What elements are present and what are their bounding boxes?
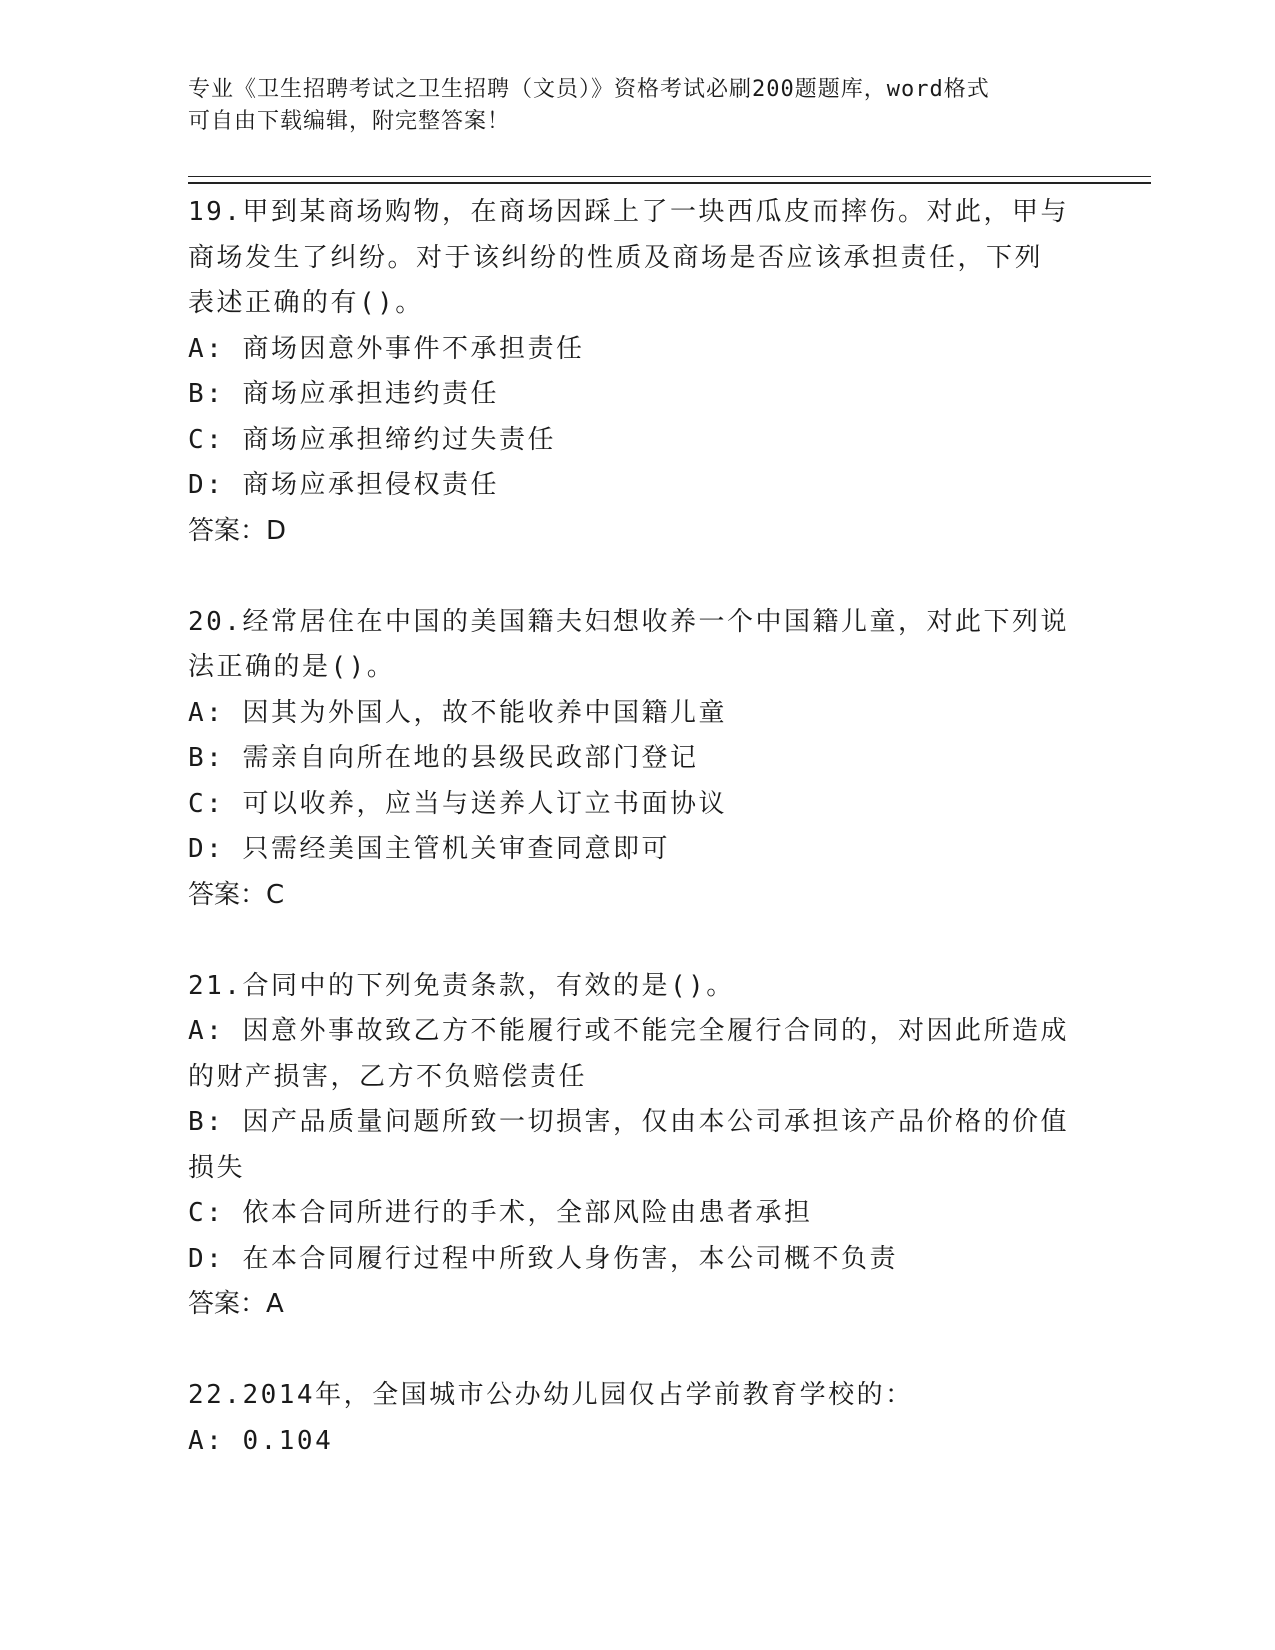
question-block-21 [188, 964, 1088, 1328]
answer-label: 答案：D [188, 515, 287, 546]
question-text-line: 22.2014年，全国城市公办幼儿园仅占学前教育学校的： [188, 1380, 914, 1410]
option-b-continued: 损失 [188, 1152, 246, 1183]
answer-label: 答案：C [188, 879, 285, 910]
header-rule-thin [188, 176, 1151, 177]
answer-label: 答案：A [188, 1289, 284, 1319]
option-a: A: 0.104 [188, 1425, 334, 1456]
option-a: A: 商场因意外事件不承担责任 [188, 333, 585, 364]
option-b: B: 需亲自向所在地的县级民政部门登记 [188, 743, 699, 773]
document-header [188, 74, 1068, 138]
spacer [188, 918, 1088, 964]
option-d: D: 只需经美国主管机关审查同意即可 [188, 834, 670, 864]
option-b: B: 因产品质量问题所致一切损害，仅由本公司承担该产品价格的价值 [188, 1107, 1069, 1137]
option-c: C: 可以收养，应当与送养人订立书面协议 [188, 788, 727, 819]
option-c: C: 商场应承担缔约过失责任 [188, 424, 556, 455]
option-a: A: 因其为外国人，故不能收养中国籍儿童 [188, 697, 727, 728]
option-d: D: 在本合同履行过程中所致人身伤害，本公司概不负责 [188, 1243, 898, 1274]
question-block-22 [188, 1373, 1088, 1464]
question-block-20 [188, 600, 1088, 919]
question-text-line: 19.甲到某商场购物，在商场因踩上了一块西瓜皮而摔伤。对此，甲与 [188, 197, 1069, 227]
question-text-line: 表述正确的有()。 [188, 288, 424, 318]
option-a: A: 因意外事故致乙方不能履行或不能完全履行合同的，对因此所造成 [188, 1016, 1069, 1046]
question-list [188, 190, 1088, 1464]
header-line-2: 可自由下载编辑，附完整答案！ [188, 109, 511, 134]
option-a-continued: 的财产损害，乙方不负赔偿责任 [188, 1061, 588, 1092]
question-block-19 [188, 190, 1088, 554]
option-b: B: 商场应承担违约责任 [188, 379, 499, 409]
question-text-line: 法正确的是()。 [188, 652, 396, 682]
spacer [188, 1328, 1088, 1374]
header-line-1: 专业《卫生招聘考试之卫生招聘（文员）》资格考试必刷200题题库，word格式 [188, 77, 990, 102]
question-text-line: 20.经常居住在中国的美国籍夫妇想收养一个中国籍儿童，对此下列说 [188, 606, 1069, 637]
option-d: D: 商场应承担侵权责任 [188, 470, 499, 500]
option-c: C: 依本合同所进行的手术，全部风险由患者承担 [188, 1198, 813, 1228]
spacer [188, 554, 1088, 600]
question-text-line: 商场发生了纠纷。对于该纠纷的性质及商场是否应该承担责任，下列 [188, 242, 1044, 273]
question-text-line: 21.合同中的下列免责条款，有效的是()。 [188, 970, 735, 1001]
header-rule-thick [188, 182, 1151, 184]
